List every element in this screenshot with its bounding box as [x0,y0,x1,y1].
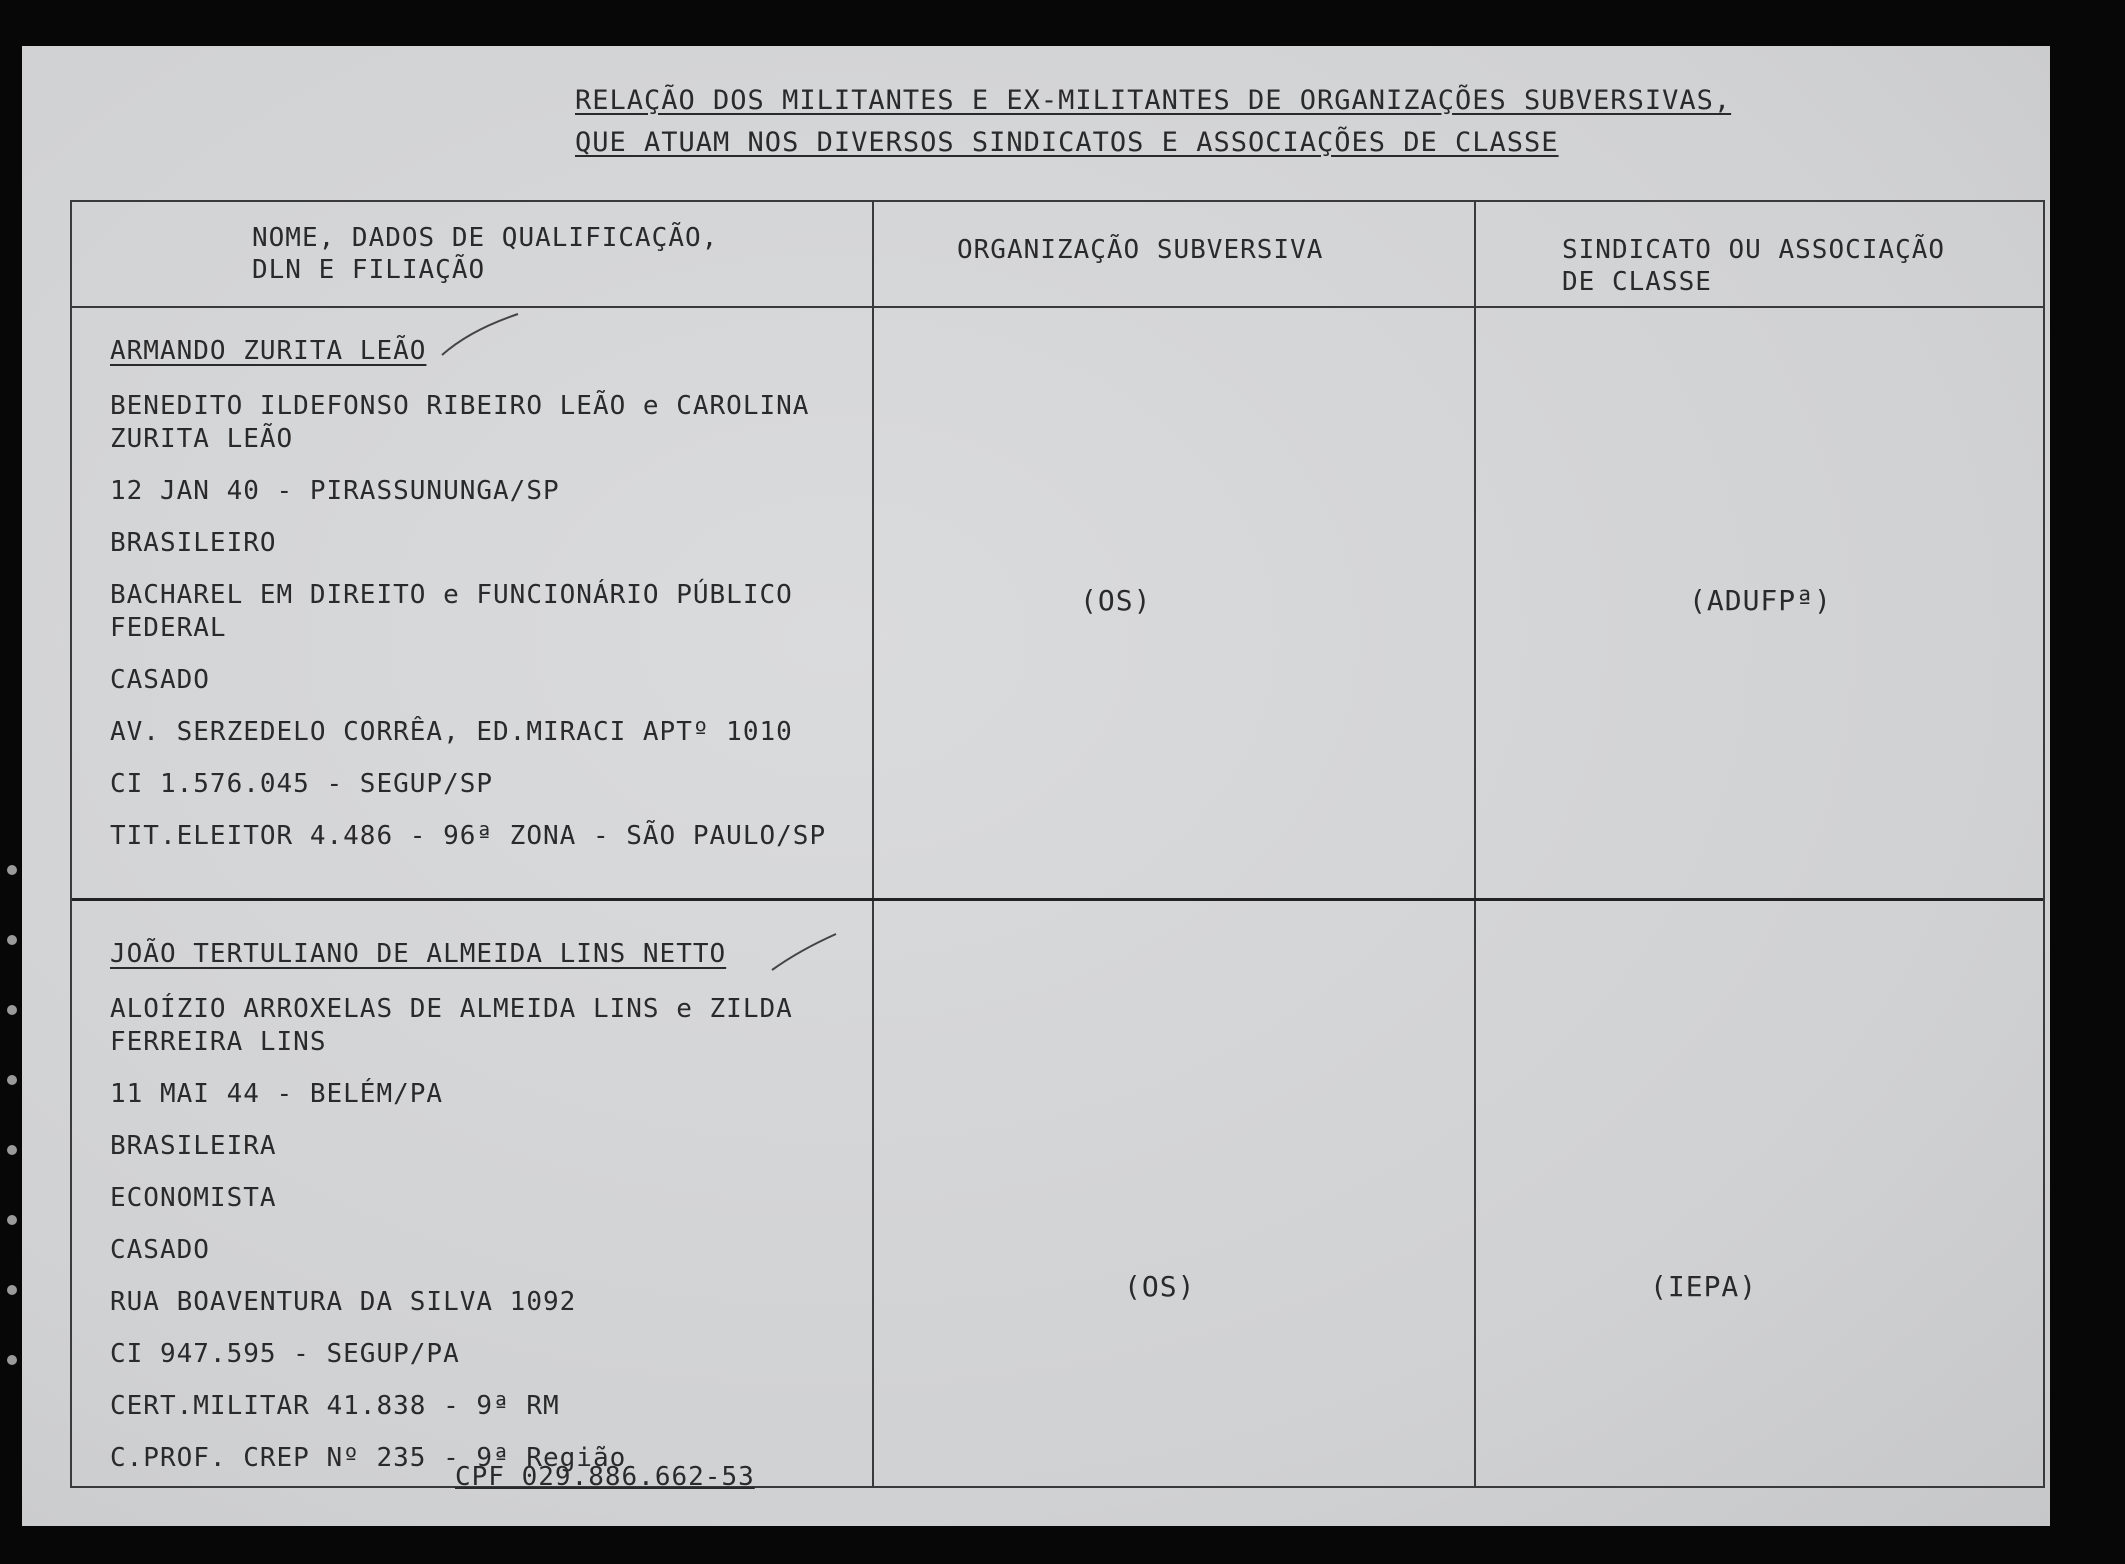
column-header-association: SINDICATO OU ASSOCIAÇÃO DE CLASSE [1562,235,1946,297]
entry-1-ci: CI 1.576.045 - SEGUP/SP [110,769,494,799]
entry-2-ci: CI 947.595 - SEGUP/PA [110,1339,460,1369]
header-line-2: QUE ATUAM NOS DIVERSOS SINDICATOS E ASSOCIAÇÕES DE CLASSE [575,127,1559,158]
entry-2-military-cert: CERT.MILITAR 41.838 - 9ª RM [110,1391,560,1421]
entry-2-professional-reg: C.PROF. CREP Nº 235 - 9ª Região [110,1443,627,1473]
entry-1-birth: 12 JAN 40 - PIRASSUNUNGA/SP [110,476,560,506]
entry-2-organization: (OS) [1124,1270,1196,1303]
check-mark-icon [440,310,520,360]
header-row-divider [72,306,2043,308]
entry-1-address: AV. SERZEDELO CORRÊA, ED.MIRACI APTº 1010 [110,717,793,747]
header-line-1: RELAÇÃO DOS MILITANTES E EX-MILITANTES DE ORGANIZAÇÕES SUBVERSIVAS, [575,85,1732,116]
entry-2-association: (IEPA) [1650,1270,1758,1303]
entry-2-birth: 11 MAI 44 - BELÉM/PA [110,1079,444,1109]
entry-row-divider [72,898,2043,901]
column-header-organization: ORGANIZAÇÃO SUBVERSIVA [957,235,1324,265]
entry-1-marital: CASADO [110,665,210,695]
entry-2-marital: CASADO [110,1235,210,1265]
entry-1-association: (ADUFPª) [1689,584,1832,617]
entry-2-profession: ECONOMISTA [110,1183,277,1213]
entry-1-organization: (OS) [1080,584,1152,617]
entry-2-address: RUA BOAVENTURA DA SILVA 1092 [110,1287,577,1317]
document-header [575,80,1775,164]
entry-1-parents: BENEDITO ILDEFONSO RIBEIRO LEÃO e CAROLINA ZURITA LEÃO [110,391,810,454]
check-mark-icon [770,930,840,975]
entry-2-cpf: CPF 029.886.662-53 [455,1462,755,1492]
entry-2-name: JOÃO TERTULIANO DE ALMEIDA LINS NETTO [110,939,727,969]
column-header-name: NOME, DADOS DE QUALIFICAÇÃO, DLN E FILIAÇÃO [252,223,719,285]
column-divider-1 [872,202,874,1486]
film-holes-decoration [2,850,24,1410]
entry-1-nationality: BRASILEIRO [110,528,277,558]
entry-1 [110,336,826,872]
entry-2 [110,939,793,1475]
militants-table [70,200,2045,1488]
entry-1-profession: BACHAREL EM DIREITO e FUNCIONÁRIO PÚBLICO FEDERAL [110,580,793,643]
column-divider-2 [1474,202,1476,1486]
entry-1-voter-id: TIT.ELEITOR 4.486 - 96ª ZONA - SÃO PAULO/SP [110,821,827,851]
entry-1-name: ARMANDO ZURITA LEÃO [110,336,427,366]
entry-2-nationality: BRASILEIRA [110,1131,277,1161]
entry-2-parents: ALOÍZIO ARROXELAS DE ALMEIDA LINS e ZILDA FERREIRA LINS [110,994,793,1057]
